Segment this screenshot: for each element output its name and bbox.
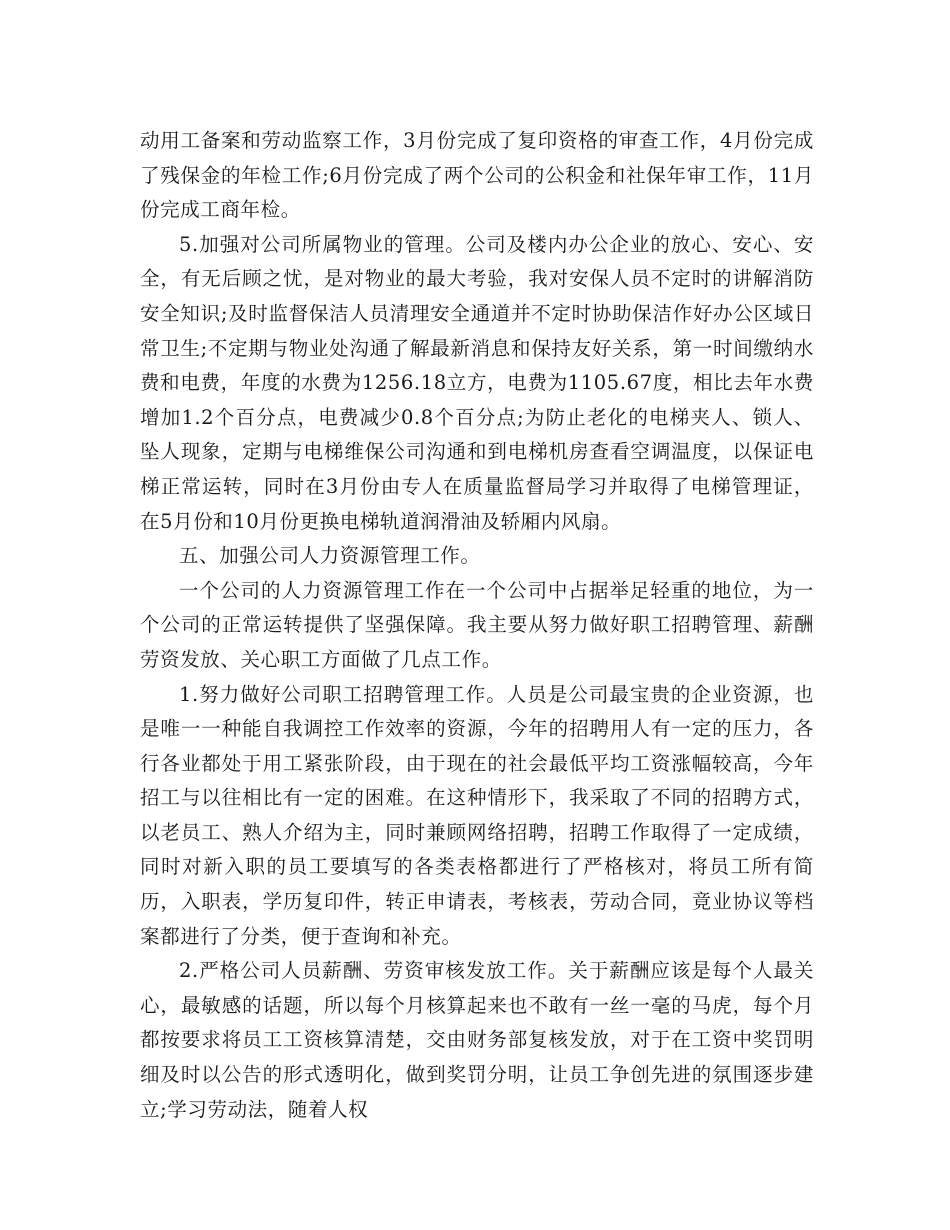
section-heading-hr: 五、加强公司人力资源管理工作。: [179, 544, 481, 568]
paragraph-property-management: 5.加强对公司所属物业的管理。公司及楼内办公企业的放心、安心、安全，有无后顾之忧，是对物业的最大考验，我对安保人员不定时的讲解消防安全知识;及时监督保洁人员清理安全通道并不定时协助保洁作好办公区域日常卫生;不定期与物业处沟通了解最新消息和保持友好关系，第一时间缴纳水费和电费，年度的水费为1256.18立方，电费为1105.67度，相比去年水费增加1.2个百分点，电费减少0.8个百分点;为防止老化的电梯夹人、锁人、坠人现象，定期与电梯维保公司沟通和到电梯机房查看空调温度，以保证电梯正常运转，同时在3月份由专人在质量监督局学习并取得了电梯管理证，在5月份和10月份更换电梯轨道润滑油及轿厢内风扇。: [140, 232, 814, 533]
paragraph-continuation: 动用工备案和劳动监察工作，3月份完成了复印资格的审查工作，4月份完成了残保金的年检工作;6月份完成了两个公司的公积金和社保年审工作，11月份完成工商年检。: [140, 129, 814, 222]
paragraph-recruitment: 1.努力做好公司职工招聘管理工作。人员是公司最宝贵的企业资源，也是唯一一种能自我调控工作效率的资源，今年的招聘用人有一定的压力，各行各业都处于用工紧张阶段，由于现在的社会最低平均工资涨幅较高，今年招工与以往相比有一定的困难。在这种情形下，我采取了不同的招聘方式，以老员工、熟人介绍为主，同时兼顾网络招聘，招聘工作取得了一定成绩，同时对新入职的员工要填写的各类表格都进行了严格核对，将员工所有简历，入职表，学历复印件，转正申请表，考核表，劳动合同，竟业协议等档案都进行了分类，便于查询和补充。: [140, 682, 814, 948]
document-page: [140, 124, 814, 1127]
paragraph-payroll: 2.严格公司人员薪酬、劳资审核发放工作。关于薪酬应该是每个人最关心，最敏感的话题，所以每个月核算起来也不敢有一丝一毫的马虎，每个月都按要求将员工工资核算清楚，交由财务部复核发放，对于在工资中奖罚明细及时以公告的形式透明化，做到奖罚分明，让员工争创先进的氛围逐步建立;学习劳动法，随着人权: [140, 959, 814, 1121]
paragraph-hr-intro: 一个公司的人力资源管理工作在一个公司中占据举足轻重的地位，为一个公司的正常运转提供了坚强保障。我主要从努力做好职工招聘管理、薪酬劳资发放、关心职工方面做了几点工作。: [140, 578, 814, 671]
